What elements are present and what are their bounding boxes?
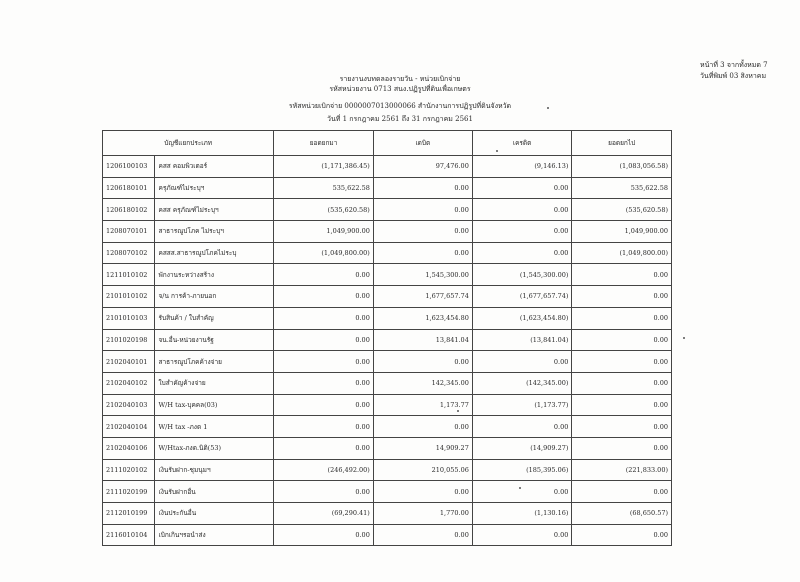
brought-forward-cell: 0.00 xyxy=(274,372,374,394)
table-row xyxy=(103,524,672,546)
brought-forward-cell: 0.00 xyxy=(274,394,374,416)
brought-forward-cell: 0.00 xyxy=(274,524,374,546)
brought-forward-cell: 0.00 xyxy=(274,264,374,286)
table-row xyxy=(103,307,672,329)
credit-cell: (1,677,657.74) xyxy=(472,286,572,308)
credit-cell: (14,909.27) xyxy=(472,437,572,459)
table-row xyxy=(103,351,672,373)
account-name-cell: สาธารณูปโภคค้างจ่าย xyxy=(155,351,274,373)
brought-forward-cell: (1,049,800.00) xyxy=(274,242,374,264)
account-code-cell: 1206180101 xyxy=(103,177,155,199)
carried-forward-cell: 0.00 xyxy=(572,394,672,416)
scan-speck xyxy=(683,337,685,339)
brought-forward-cell: 1,049,900.00 xyxy=(274,221,374,243)
account-name-cell: พักงานระหว่างสร้าง xyxy=(155,264,274,286)
brought-forward-cell: (535,620.58) xyxy=(274,199,374,221)
table-row xyxy=(103,221,672,243)
credit-cell: 0.00 xyxy=(472,177,572,199)
carried-forward-cell: (1,083,056.58) xyxy=(572,156,672,178)
account-code-cell: 2102040101 xyxy=(103,351,155,373)
account-name-cell: ครุภัณฑ์ไม่ระบุฯ xyxy=(155,177,274,199)
credit-cell: 0.00 xyxy=(472,416,572,438)
credit-cell: 0.00 xyxy=(472,242,572,264)
account-name-cell: W/Htax-ภงด.นิติ(53) xyxy=(155,437,274,459)
credit-cell: (185,395.06) xyxy=(472,459,572,481)
account-code-cell: 1206180102 xyxy=(103,199,155,221)
carried-forward-cell: 0.00 xyxy=(572,481,672,503)
brought-forward-cell: 0.00 xyxy=(274,437,374,459)
table-row xyxy=(103,372,672,394)
account-code-cell: 2102040106 xyxy=(103,437,155,459)
credit-cell: (13,841.04) xyxy=(472,329,572,351)
credit-cell: (1,173.77) xyxy=(472,394,572,416)
table-row xyxy=(103,416,672,438)
credit-cell: 0.00 xyxy=(472,221,572,243)
account-code-cell: 1208070101 xyxy=(103,221,155,243)
column-header-debit: เดบิต xyxy=(373,131,472,156)
account-code-cell: 2101010103 xyxy=(103,307,155,329)
brought-forward-cell: (1,171,386.45) xyxy=(274,156,374,178)
account-name-cell: จ/น การค้า-ภายนอก xyxy=(155,286,274,308)
scan-speck xyxy=(496,150,498,152)
credit-cell: (1,545,300.00) xyxy=(472,264,572,286)
column-header-carried-forward: ยอดยกไป xyxy=(572,131,672,156)
credit-cell: (9,146.13) xyxy=(472,156,572,178)
brought-forward-cell: 0.00 xyxy=(274,481,374,503)
account-name-cell: จน.อื่น-หน่วยงานรัฐ xyxy=(155,329,274,351)
credit-cell: 0.00 xyxy=(472,524,572,546)
account-code-cell: 2102040103 xyxy=(103,394,155,416)
trial-balance-table xyxy=(102,130,672,546)
carried-forward-cell: 0.00 xyxy=(572,524,672,546)
print-date: วันที่พิมพ์ 03 สิงหาคม xyxy=(700,72,767,80)
table-row xyxy=(103,329,672,351)
carried-forward-cell: (535,620.58) xyxy=(572,199,672,221)
column-header-credit: เครดิต xyxy=(472,131,572,156)
brought-forward-cell: 0.00 xyxy=(274,351,374,373)
brought-forward-cell: (69,290.41) xyxy=(274,503,374,525)
debit-cell: 97,476.00 xyxy=(373,156,472,178)
brought-forward-cell: 535,622.58 xyxy=(274,177,374,199)
credit-cell: 0.00 xyxy=(472,351,572,373)
column-header-brought-forward: ยอดยกมา xyxy=(274,131,374,156)
debit-cell: 0.00 xyxy=(373,199,472,221)
disbursement-unit-line: รหัสหน่วยเบิกจ่าย 0000007013000066 สำนักงานการปฏิรูปที่ดินจังหวัด xyxy=(288,102,512,110)
table-row xyxy=(103,481,672,503)
carried-forward-cell: (221,833.00) xyxy=(572,459,672,481)
carried-forward-cell: (68,650.57) xyxy=(572,503,672,525)
page-indicator: หน้าที่ 3 จากทั้งหมด 7 xyxy=(700,61,768,69)
debit-cell: 0.00 xyxy=(373,242,472,264)
carried-forward-cell: 1,049,900.00 xyxy=(572,221,672,243)
debit-cell: 142,345.00 xyxy=(373,372,472,394)
brought-forward-cell: 0.00 xyxy=(274,329,374,351)
carried-forward-cell: 535,622.58 xyxy=(572,177,672,199)
debit-cell: 1,173.77 xyxy=(373,394,472,416)
carried-forward-cell: 0.00 xyxy=(572,329,672,351)
scan-speck xyxy=(547,107,549,109)
account-name-cell: เงินรับฝาก-ชุมนุมฯ xyxy=(155,459,274,481)
credit-cell: (1,130.16) xyxy=(472,503,572,525)
credit-cell: 0.00 xyxy=(472,199,572,221)
carried-forward-cell: 0.00 xyxy=(572,264,672,286)
debit-cell: 0.00 xyxy=(373,524,472,546)
debit-cell: 0.00 xyxy=(373,351,472,373)
debit-cell: 1,545,300.00 xyxy=(373,264,472,286)
table-row xyxy=(103,503,672,525)
report-title: รายงานงบทดลองรายวัน - หน่วยเบิกจ่าย xyxy=(339,75,461,83)
debit-cell: 0.00 xyxy=(373,481,472,503)
brought-forward-cell: 0.00 xyxy=(274,307,374,329)
brought-forward-cell: 0.00 xyxy=(274,416,374,438)
credit-cell: (142,345.00) xyxy=(472,372,572,394)
scan-speck xyxy=(519,487,521,489)
account-name-cell: W/H tax-บุคคล(03) xyxy=(155,394,274,416)
table-row xyxy=(103,242,672,264)
account-name-cell: คสสส.สาธารณูปโภคไม่ระบุ xyxy=(155,242,274,264)
carried-forward-cell: 0.00 xyxy=(572,351,672,373)
date-range-line: วันที่ 1 กรกฎาคม 2561 ถึง 31 กรกฎาคม 2561 xyxy=(327,115,473,123)
account-code-cell: 1211010102 xyxy=(103,264,155,286)
debit-cell: 13,841.04 xyxy=(373,329,472,351)
debit-cell: 1,677,657.74 xyxy=(373,286,472,308)
account-code-cell: 2111020102 xyxy=(103,459,155,481)
account-code-cell: 2111020199 xyxy=(103,481,155,503)
table-body xyxy=(103,156,672,546)
table-row xyxy=(103,199,672,221)
account-code-cell: 2116010104 xyxy=(103,524,155,546)
account-code-cell: 2102040104 xyxy=(103,416,155,438)
credit-cell: (1,623,454.80) xyxy=(472,307,572,329)
account-code-cell: 2102040102 xyxy=(103,372,155,394)
debit-cell: 1,623,454.80 xyxy=(373,307,472,329)
account-name-cell: เงินประกันอื่น xyxy=(155,503,274,525)
table-row xyxy=(103,286,672,308)
account-code-cell: 1208070102 xyxy=(103,242,155,264)
table-row xyxy=(103,394,672,416)
credit-cell: 0.00 xyxy=(472,481,572,503)
account-code-cell: 2112010199 xyxy=(103,503,155,525)
brought-forward-cell: 0.00 xyxy=(274,286,374,308)
carried-forward-cell: (1,049,800.00) xyxy=(572,242,672,264)
brought-forward-cell: (246,492.00) xyxy=(274,459,374,481)
carried-forward-cell: 0.00 xyxy=(572,286,672,308)
debit-cell: 0.00 xyxy=(373,221,472,243)
debit-cell: 14,909.27 xyxy=(373,437,472,459)
account-name-cell: รับสินค้า / ใบสำคัญ xyxy=(155,307,274,329)
debit-cell: 210,055.06 xyxy=(373,459,472,481)
table-row xyxy=(103,156,672,178)
table-row xyxy=(103,437,672,459)
account-name-cell: W/H tax -ภงด 1 xyxy=(155,416,274,438)
account-name-cell: สาธารณูปโภค ไม่ระบุฯ xyxy=(155,221,274,243)
debit-cell: 1,770.00 xyxy=(373,503,472,525)
carried-forward-cell: 0.00 xyxy=(572,416,672,438)
table-row xyxy=(103,177,672,199)
table-row xyxy=(103,459,672,481)
account-name-cell: เงินรับฝากอื่น xyxy=(155,481,274,503)
agency-code-line: รหัสหน่วยงาน 0713 สนง.ปฏิรูปที่ดินเพื่อเกษตร xyxy=(329,85,471,93)
account-name-cell: คสส คอมพิวเตอร์ xyxy=(155,156,274,178)
table-row xyxy=(103,264,672,286)
account-code-cell: 2101010102 xyxy=(103,286,155,308)
carried-forward-cell: 0.00 xyxy=(572,437,672,459)
account-name-cell: เบิกเกินฯรอนำส่ง xyxy=(155,524,274,546)
account-name-cell: คสส ครุภัณฑ์ไม่ระบุฯ xyxy=(155,199,274,221)
account-name-cell: ใบสำคัญค้างจ่าย xyxy=(155,372,274,394)
carried-forward-cell: 0.00 xyxy=(572,307,672,329)
account-code-cell: 1206100103 xyxy=(103,156,155,178)
carried-forward-cell: 0.00 xyxy=(572,372,672,394)
account-code-cell: 2101020198 xyxy=(103,329,155,351)
scan-speck xyxy=(457,410,459,412)
column-header-account: บัญชีแยกประเภท xyxy=(103,131,274,156)
table-header-row xyxy=(103,131,672,156)
debit-cell: 0.00 xyxy=(373,416,472,438)
debit-cell: 0.00 xyxy=(373,177,472,199)
